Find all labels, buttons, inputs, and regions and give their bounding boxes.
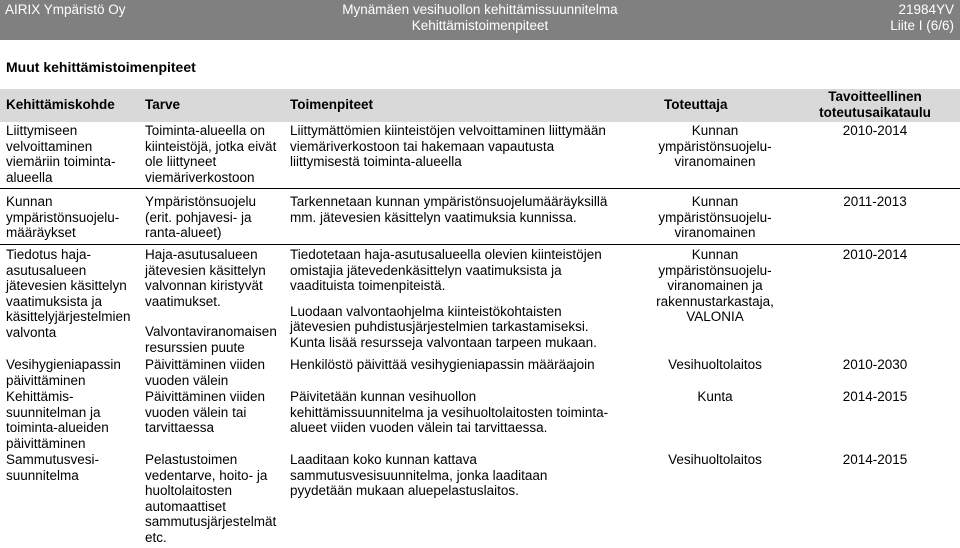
- cell-need: Päivittäminen viiden vuoden välein: [145, 357, 266, 388]
- cell-schedule: 2014-2015: [842, 452, 908, 467]
- cell-schedule: 2010-2014: [842, 123, 908, 138]
- table-row: [0, 189, 960, 245]
- document-title: Mynämäen vesihuollon kehittämissuunnitelma: [342, 2, 618, 17]
- company-name: AIRIX Ympäristö Oy: [5, 2, 126, 17]
- cell-need: Päivittäminen viiden vuoden välein tai tarvittaessa: [145, 389, 266, 435]
- table-row: [0, 245, 960, 353]
- cell-measures: Tarkennetaan kunnan ympäristönsuojelumääräyksillä mm. jätevesien käsittelyn vaatimuksia kunnissa.: [290, 194, 608, 225]
- page-header: [0, 0, 960, 40]
- cell-need: Ympäristönsuojelu (erit. pohjavesi- ja ranta-alueet): [145, 194, 257, 240]
- table-row: [0, 122, 960, 189]
- cell-measures: Henkilöstö päivittää vesihygieniapassin määräajoin: [290, 357, 595, 372]
- table-row: [0, 452, 960, 548]
- cell-need: Toiminta-alueella on kiinteistöjä, jotka eivät ole liittyneet viemäriverkostoon: [145, 123, 277, 185]
- table-row: [0, 389, 960, 451]
- column-header-target: Kehittämiskohde: [6, 97, 115, 112]
- cell-executor: Kunta: [697, 389, 733, 404]
- cell-measures: Laaditaan koko kunnan kattava sammutusvesisuunnitelma, jonka laaditaan pyydetään mukaan aluepelastuslaitos.: [290, 452, 548, 498]
- cell-target: Tiedotus haja- asutusalueen jätevesien käsittelyn vaatimuksista ja käsittelyjärjestelmien valvonta: [6, 247, 131, 340]
- cell-executor: Vesihuoltolaitos: [668, 452, 762, 467]
- cell-need: Pelastustoimen vedentarve, hoito- ja huoltolaitosten automaattiset sammutusjärjestelmät etc.: [145, 452, 277, 545]
- cell-schedule: 2010-2014: [842, 247, 908, 262]
- document-subtitle: Kehittämistoimenpiteet: [411, 18, 549, 33]
- section-title: Muut kehittämistoimenpiteet: [6, 59, 196, 75]
- cell-target: Liittymiseen velvoittaminen viemäriin toiminta- alueella: [6, 123, 116, 185]
- appendix-label: Liite I (6/6): [890, 18, 954, 33]
- cell-executor: Kunnan ympäristönsuojelu- viranomainen ja rakennustarkastaja, VALONIA: [656, 247, 774, 324]
- cell-measures: Päivitetään kunnan vesihuollon kehittämissuunnitelma ja vesihuoltolaitosten toiminta- alueet viiden vuoden välein tai tarvittaessa.: [290, 389, 609, 435]
- cell-measures: Liittymättömien kiinteistöjen velvoittaminen liittymään viemäriverkostoon tai hakemaan vapautusta liittymisestä toiminta-alueella: [290, 123, 606, 169]
- cell-need: Haja-asutusalueen jätevesien käsittelyn valvonnan kiristyvät vaatimukset. Valvontaviranomaisen resurssien puute: [145, 247, 277, 355]
- cell-target: Kunnan ympäristönsuojelu- määräykset: [6, 194, 120, 240]
- cell-executor: Kunnan ympäristönsuojelu- viranomainen: [658, 194, 772, 240]
- cell-measures: Tiedotetaan haja-asutusalueella olevien kiinteistöjen omistajia jätevedenkäsittelyn vaatimuksista ja vaadituista toimenpiteistä. Luodaan valvontaohjelma kiinteistökohtaisten jätevesien puhdistusjärjestelmien tarkastamiseksi. Kunta lisää resursseja valvontaan tarpeen mukaan.: [290, 247, 602, 350]
- column-header-schedule: Tavoitteellinen toteutusaikataulu: [819, 89, 931, 120]
- cell-target: Sammutusvesi- suunnitelma: [6, 452, 100, 483]
- table-row: [0, 357, 960, 389]
- cell-executor: Kunnan ympäristönsuojelu- viranomainen: [658, 123, 772, 169]
- column-header-executor: Toteuttaja: [664, 97, 728, 112]
- column-header-measures: Toimenpiteet: [290, 97, 374, 112]
- cell-executor: Vesihuoltolaitos: [668, 357, 762, 372]
- cell-target: Vesihygieniapassin päivittäminen: [6, 357, 121, 388]
- table-header: [0, 89, 960, 122]
- cell-target: Kehittämis- suunnitelman ja toiminta-alueiden päivittäminen: [6, 389, 109, 451]
- cell-schedule: 2011-2013: [843, 194, 907, 209]
- document-code: 21984YV: [898, 2, 954, 17]
- cell-schedule: 2010-2030: [842, 357, 908, 372]
- column-header-need: Tarve: [145, 97, 181, 112]
- cell-schedule: 2014-2015: [842, 389, 908, 404]
